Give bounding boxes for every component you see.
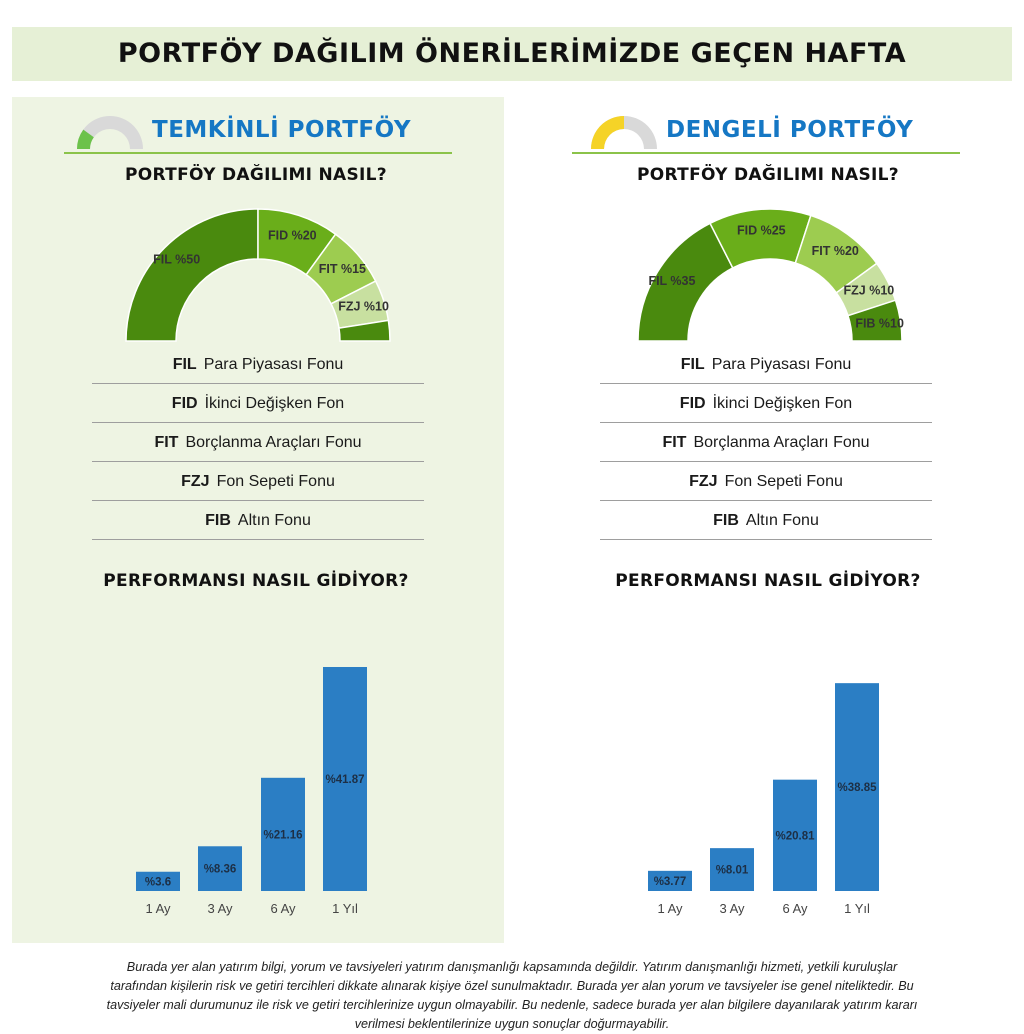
bar-value-label: %21.16 (263, 829, 303, 842)
slice-label: FIT %15 (318, 261, 367, 276)
x-tick-label: 1 Yıl (844, 901, 870, 916)
x-tick-label: 6 Ay (270, 901, 296, 916)
x-tick-label: 1 Ay (657, 901, 683, 916)
disclaimer-line: verilmesi beklentilerinize uygun sonuçlar doğurmayabilir. (354, 1017, 670, 1031)
x-tick-label: 3 Ay (207, 901, 233, 916)
fund-code: FIT (154, 434, 179, 451)
page-title: PORTFÖY DAĞILIM ÖNERİLERİMİZDE GEÇEN HAFTA (117, 38, 907, 69)
x-tick-label: 6 Ay (782, 901, 808, 916)
fund-code: FIT (662, 434, 687, 451)
x-tick-label: 3 Ay (719, 901, 745, 916)
disclaimer-line: tavsiyeler mali durumunuz ile risk ve getiri tercihlerinize uygun olmayabilir. Bu nedenle, sadece burada yer alan bilgilere dayanılarak yatırım kararı (106, 998, 918, 1012)
fund-code: FIB (713, 512, 739, 529)
fund-name: Altın Fonu (237, 512, 311, 529)
bar-value-label: %38.85 (837, 782, 877, 795)
fund-code: FID (171, 395, 198, 412)
allocation-title: PORTFÖY DAĞILIMI NASIL? (125, 165, 387, 185)
bar-value-label: %8.01 (715, 864, 749, 877)
slice-label: FZJ %10 (843, 283, 895, 298)
bar-value-label: %3.6 (144, 876, 172, 889)
allocation-title: PORTFÖY DAĞILIMI NASIL? (637, 165, 899, 185)
bar-value-label: %20.81 (775, 830, 815, 843)
fund-code: FZJ (181, 473, 210, 490)
fund-name: Altın Fonu (745, 512, 819, 529)
fund-name: Para Piyasası Fonu (203, 356, 344, 373)
fund-code: FID (679, 395, 706, 412)
performance-title: PERFORMANSI NASIL GİDİYOR? (103, 571, 409, 591)
fund-name: Borçlanma Araçları Fonu (693, 434, 870, 451)
fund-code: FZJ (689, 473, 718, 490)
slice-label: FIL %35 (648, 273, 696, 288)
performance-bar-chart (512, 97, 1024, 943)
header-banner (12, 27, 1012, 81)
temkinli-panel (0, 97, 512, 943)
fund-name: Borçlanma Araçları Fonu (185, 434, 362, 451)
x-tick-label: 1 Ay (145, 901, 171, 916)
slice-label: FIL %50 (153, 252, 201, 267)
fund-name: Fon Sepeti Fonu (216, 473, 335, 490)
portfolio-title: TEMKİNLİ PORTFÖY (152, 117, 412, 143)
fund-name: İkinci Değişken Fon (712, 395, 853, 412)
performance-bar-chart (0, 97, 512, 943)
portfolio-title: DENGELİ PORTFÖY (666, 117, 914, 143)
fund-code: FIB (205, 512, 231, 529)
slice-label: FID %25 (736, 223, 786, 238)
slice-label: FZJ %10 (338, 299, 389, 314)
slice-label: FIT %20 (811, 244, 859, 259)
slice-label: FID %20 (267, 228, 317, 243)
fund-code: FIL (172, 356, 197, 373)
slice-label: FIB %10 (855, 316, 904, 331)
disclaimer-text (0, 958, 1024, 1034)
dengeli-panel (512, 97, 1024, 943)
x-tick-label: 1 Yıl (332, 901, 358, 916)
fund-name: İkinci Değişken Fon (204, 395, 345, 412)
fund-code: FIL (680, 356, 705, 373)
bar-value-label: %8.36 (203, 863, 237, 876)
disclaimer-line: Burada yer alan yatırım bilgi, yorum ve tavsiyeleri yatırım danışmanlığı kapsamında değildir. Yatırım danışmanlığı hizmeti, yetkili kuruluşlar (126, 960, 898, 974)
fund-name: Fon Sepeti Fonu (724, 473, 843, 490)
bar-value-label: %41.87 (325, 773, 365, 786)
performance-title: PERFORMANSI NASIL GİDİYOR? (615, 571, 921, 591)
bar-value-label: %3.77 (653, 875, 687, 888)
fund-name: Para Piyasası Fonu (711, 356, 852, 373)
disclaimer-line: tarafından kişilerin risk ve getiri tercihleri dikkate alınarak kişiye özel sunulmaktadır. Burada yer alan yorum ve tavsiyeler ise genel niteliktedir. Bu (110, 979, 914, 993)
